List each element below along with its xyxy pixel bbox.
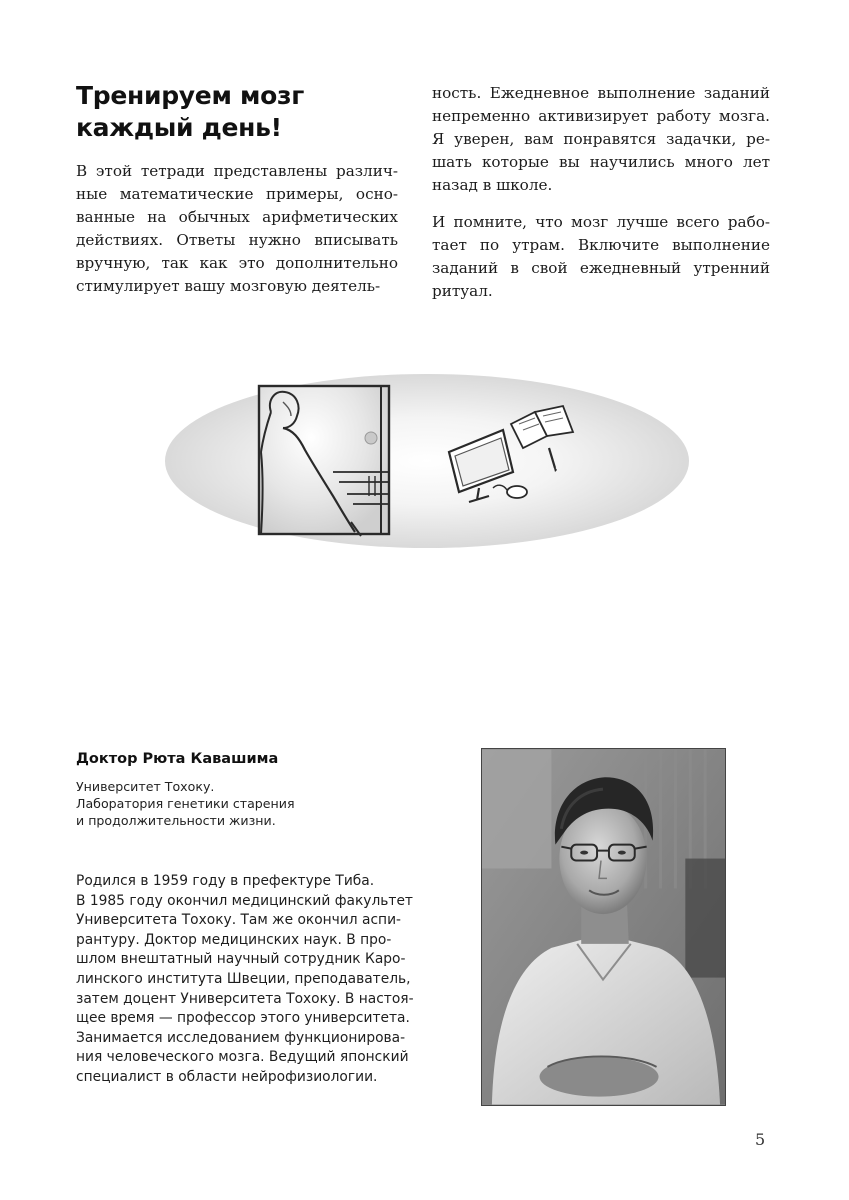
text-line: ритуал. <box>432 282 493 300</box>
bio-line: Занимается исследованием функционирова- <box>76 1029 406 1046</box>
author-bio <box>76 872 446 1088</box>
bio-line: Университета Тохоку. Там же окончил аспи- <box>76 912 402 929</box>
text-line: ные математические примеры, осно- <box>76 185 398 203</box>
text-line: непременно активизирует работу мозга. <box>432 107 770 125</box>
page-title <box>76 80 396 144</box>
page-number: 5 <box>755 1130 766 1149</box>
bio-line: специалист в области нейрофизиологии. <box>76 1068 378 1085</box>
intro-right-column <box>432 82 770 303</box>
author-photo <box>481 748 726 1106</box>
bio-line: ния человеческого мозга. Ведущий японский <box>76 1049 409 1066</box>
text-line: действиях. Ответы нужно вписывать <box>76 231 398 249</box>
bio-line: В 1985 году окончил медицинский факультет <box>76 892 413 909</box>
title-line-1: Тренируем мозг <box>76 81 304 110</box>
affiliation-line: и продолжительности жизни. <box>76 813 276 828</box>
bio-line: щее время — профессор этого университета. <box>76 1010 410 1027</box>
bio-line: Родился в 1959 году в префектуре Тиба. <box>76 873 375 889</box>
affiliation-line: Лаборатория генетики старения <box>76 796 295 811</box>
text-line: назад в школе. <box>432 176 553 194</box>
intro-left-column <box>76 160 398 298</box>
title-line-2: каждый день! <box>76 113 282 142</box>
text-line: ность. Ежедневное выполнение заданий <box>432 84 770 102</box>
intro-paragraph-1 <box>76 160 398 298</box>
intro-paragraph-2 <box>432 211 770 303</box>
bio-line: затем доцент Университета Тохоку. В настоя- <box>76 990 414 1007</box>
text-line: заданий в свой ежедневный утренний <box>432 259 770 277</box>
author-affiliation <box>76 778 416 829</box>
intro-paragraph-1-continued <box>432 82 770 197</box>
woman-at-window-illustration <box>259 386 389 536</box>
text-line: ванные на обычных арифметических <box>76 208 398 226</box>
bio-line: шлом внештатный научный сотрудник Каро- <box>76 951 406 968</box>
text-line: В этой тетради представлены различ- <box>76 162 398 180</box>
text-line: Я уверен, вам понравятся задачки, ре- <box>432 130 770 148</box>
illustration-background <box>165 374 689 548</box>
affiliation-line: Университет Тохоку. <box>76 779 215 794</box>
author-name: Доктор Рюта Кавашима <box>76 751 279 767</box>
text-line: И помните, что мозг лучше всего рабо- <box>432 213 770 231</box>
morning-routine-illustration <box>163 372 691 550</box>
bio-line: линского института Швеции, преподаватель, <box>76 970 411 987</box>
text-line: шать которые вы научились много лет <box>432 153 770 171</box>
bio-line: рантуру. Доктор медицинских наук. В про- <box>76 931 392 948</box>
text-line: стимулирует вашу мозговую деятель- <box>76 277 381 295</box>
text-line: вручную, так как это дополнительно <box>76 254 398 272</box>
text-line: тает по утрам. Включите выполнение <box>432 236 770 254</box>
